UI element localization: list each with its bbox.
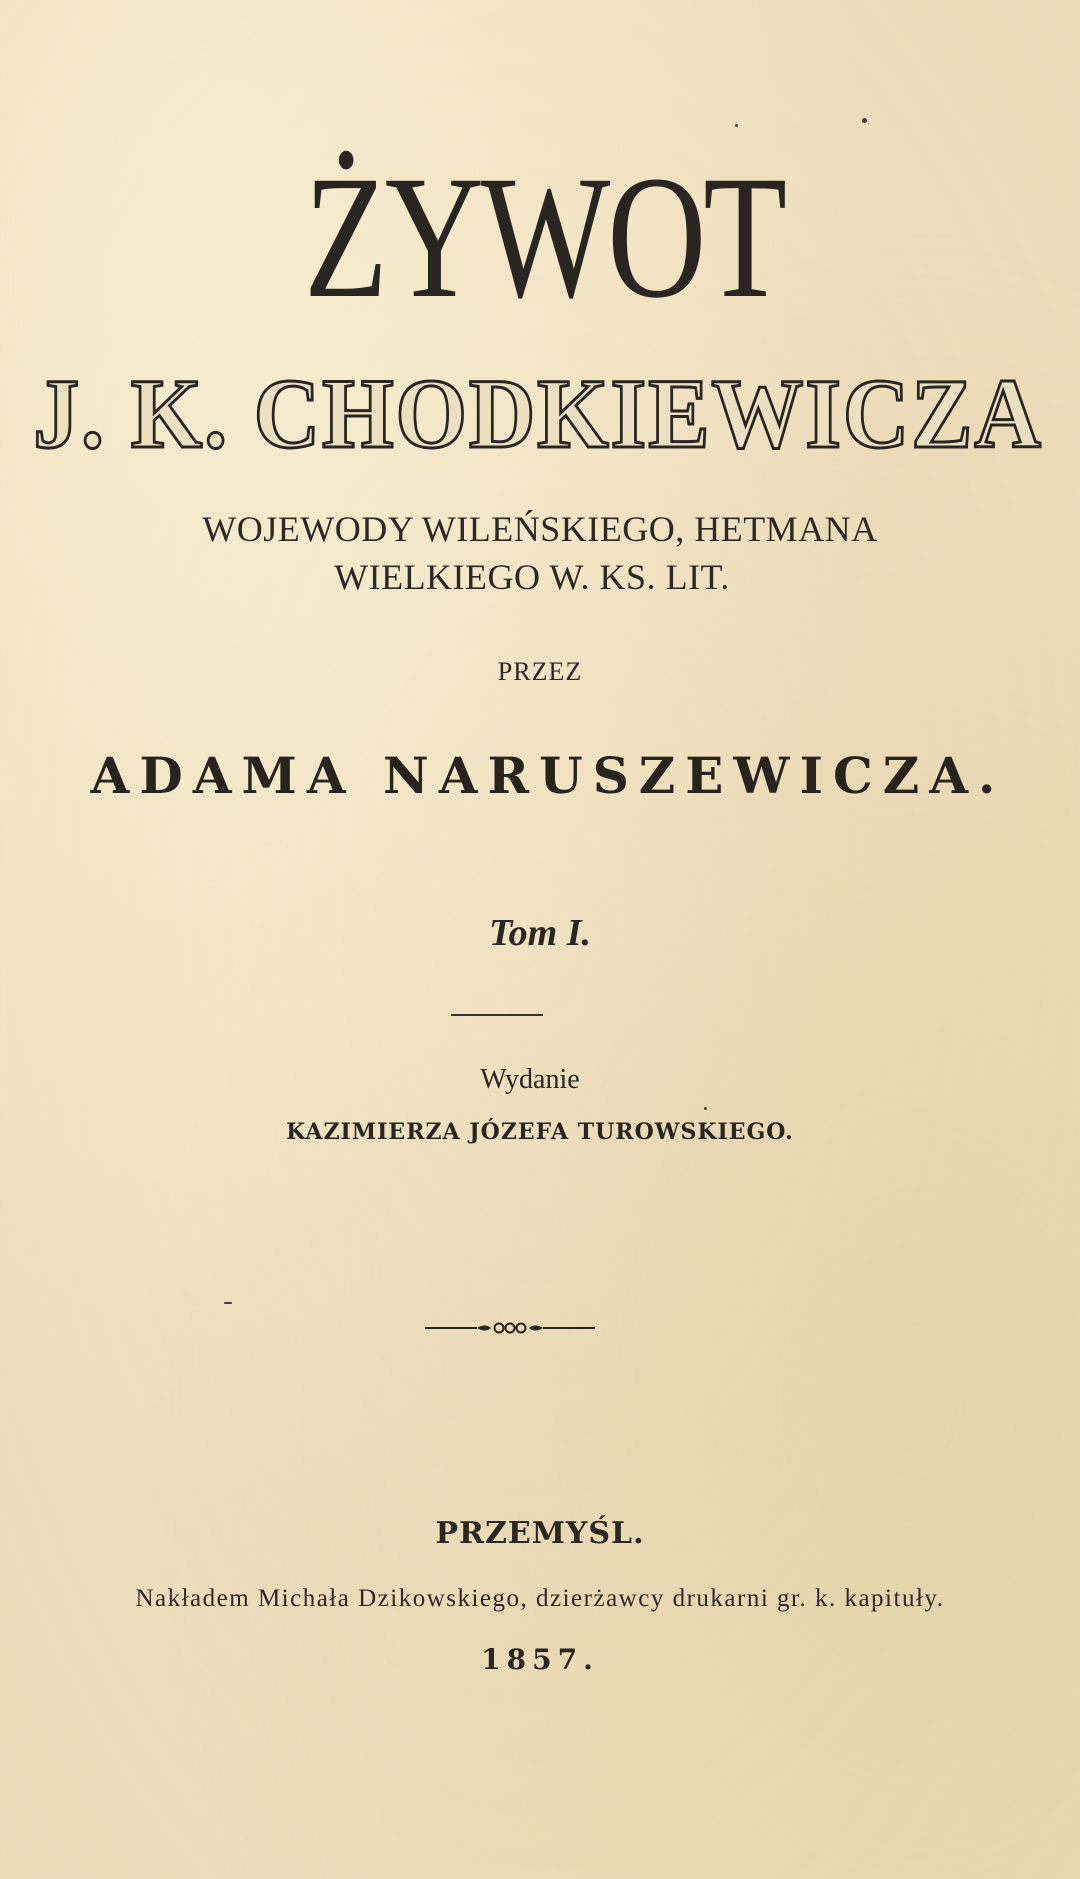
paper-speck [704, 1107, 707, 1110]
subtitle-line-2: WIELKIEGO W. KS. LIT. [334, 557, 730, 597]
subtitle-line-1: WOJEWODY WILEŃSKIEGO, HETMANA [202, 509, 878, 549]
editor-name: KAZIMIERZA JÓZEFA TUROWSKIEGO. [286, 1119, 794, 1145]
publication-year: 1857. [481, 1643, 599, 1676]
by-label: PRZEZ [497, 657, 583, 686]
ornamental-divider-icon [425, 1318, 595, 1338]
edition-label: Wydanie [480, 1064, 580, 1095]
volume-label: Tom I. [488, 912, 592, 954]
divider-rule [451, 1014, 543, 1016]
book-title: ŻYWOT [304, 140, 784, 335]
paper-speck [862, 118, 867, 123]
paper-speck [224, 1302, 232, 1304]
book-title-subject: J. K. CHODKIEWICZA [33, 358, 1043, 469]
place-of-publication: PRZEMYŚL. [435, 1516, 645, 1551]
publisher-line: Nakładem Michała Dzikowskiego, dzierżawcy drukarni gr. k. kapituły. [135, 1585, 945, 1612]
paper-speck [735, 124, 738, 127]
author-name: ADAMA NARUSZEWICZA. [90, 746, 1006, 805]
